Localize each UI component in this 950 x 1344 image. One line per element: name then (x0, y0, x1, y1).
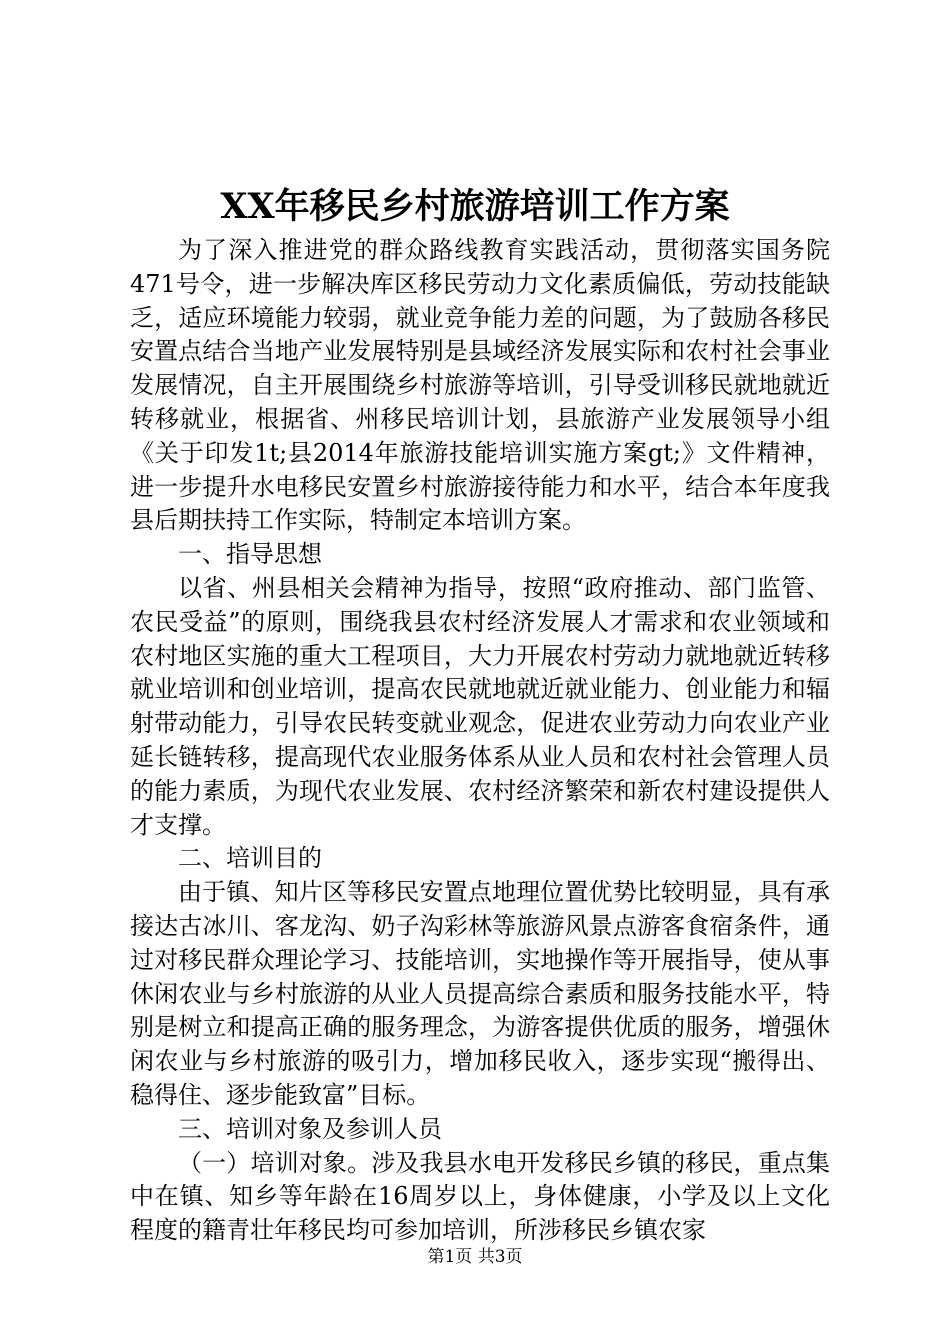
paragraph-training-targets: （一）培训对象。涉及我县水电开发移民乡镇的移民，重点集中在镇、知乡等年龄在16周岁以上，身体健康，小学及以上文化程度的籍青壮年移民均可参加培训，所涉移民乡镇农家 (130, 1148, 830, 1245)
paragraph-intro: 为了深入推进党的群众路线教育实践活动，贯彻落实国务院471号令，进一步解决库区移民劳动力文化素质偏低，劳动技能缺乏，适应环境能力较弱，就业竞争能力差的问题，为了鼓励各移民安置点结合当地产业发展特别是县域经济发展实际和农村社会事业发展情况，自主开展围绕乡村旅游等培训，引导受训移民就地就近转移就业，根据省、州移民培训计划，县旅游产业发展领导小组《关于印发1t;县2014年旅游技能培训实施方案gt;》文件精神，进一步提升水电移民安置乡村旅游接待能力和水平，结合本年度我县后期扶持工作实际，特制定本培训方案。 (130, 236, 830, 535)
section-heading-guiding-ideology: 一、指导思想 (178, 540, 322, 569)
document-body (130, 234, 830, 1248)
paragraph-guiding-ideology: 以省、州县相关会精神为指导，按照“政府推动、部门监管、农民受益”的原则，围绕我县农村经济发展人才需求和农业领域和农村地区实施的重大工程项目，大力开展农村劳动力就地就近转移就业培训和创业培训，提高农民就地就近就业能力、创业能力和辐射带动能力，引导农民转变就业观念，促进农业劳动力向农业产业延长链转移，提高现代农业服务体系从业人员和农村社会管理人员的能力素质，为现代农业发展、农村经济繁荣和新农村建设提供人才支撑。 (130, 573, 830, 839)
document-title: XX年移民乡村旅游培训工作方案 (220, 186, 730, 227)
page-footer: 第1页 共3页 (427, 1247, 523, 1267)
section-heading-training-purpose: 二、培训目的 (178, 844, 322, 873)
paragraph-training-purpose: 由于镇、知片区等移民安置点地理位置优势比较明显，具有承接达古冰川、客龙沟、奶子沟彩林等旅游风景点游客食宿条件，通过对移民群众理论学习、技能培训，实地操作等开展指导，使从事休闲农业与乡村旅游的从业人员提高综合素质和服务技能水平，特别是树立和提高正确的服务理念，为游客提供优质的服务，增强休闲农业与乡村旅游的吸引力，增加移民收入，逐步实现“搬得出、稳得住、逐步能致富”目标。 (130, 878, 830, 1109)
section-heading-training-targets: 三、培训对象及参训人员 (178, 1114, 442, 1143)
